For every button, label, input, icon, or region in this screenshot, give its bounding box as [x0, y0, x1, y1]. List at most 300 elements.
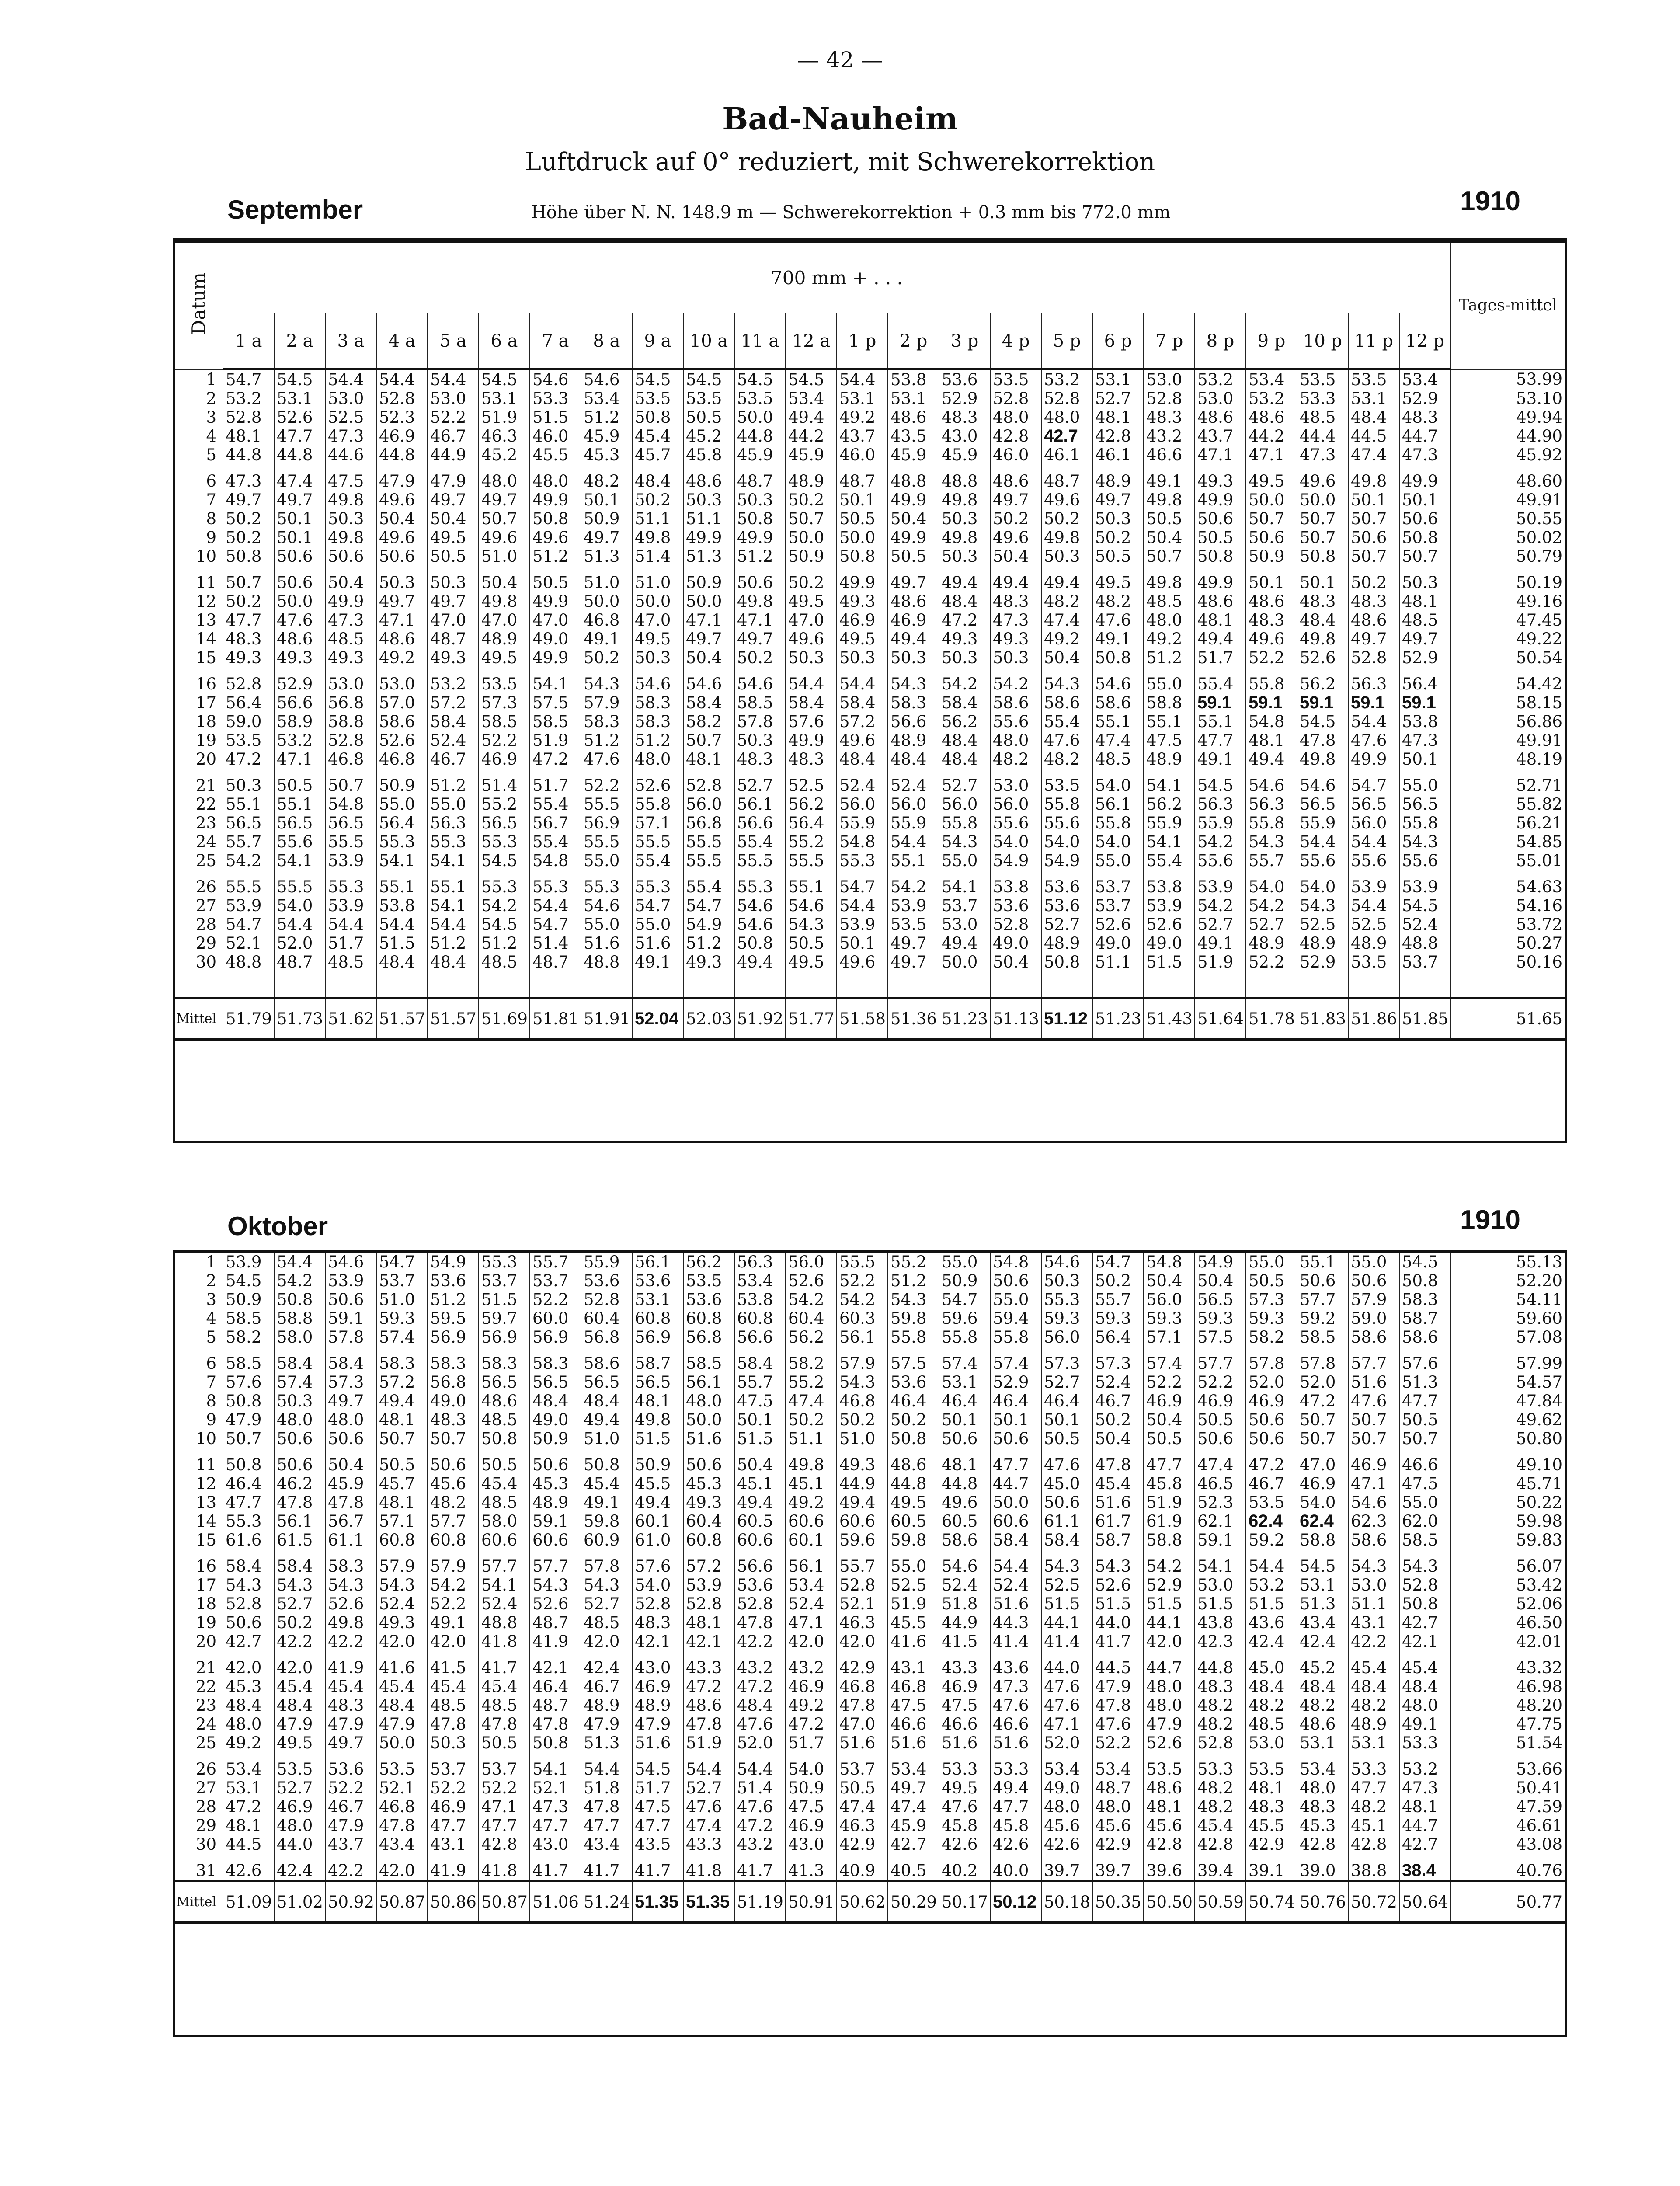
- pressure-value: 59.3: [1195, 1309, 1246, 1328]
- pressure-value: 53.8: [888, 369, 939, 390]
- table-row: [175, 528, 1565, 547]
- mean-label: Mittel: [175, 998, 223, 1040]
- hourly-mean-value: 50.92: [325, 1881, 376, 1923]
- pressure-value: 44.9: [939, 1613, 990, 1632]
- pressure-value: 44.0: [1092, 1613, 1144, 1632]
- day-number: 26: [195, 877, 216, 896]
- pressure-value: 53.5: [683, 389, 734, 408]
- pressure-value: 48.1: [939, 1448, 990, 1474]
- pressure-value: 47.2: [683, 1677, 734, 1696]
- pressure-value: 55.6: [1041, 814, 1092, 832]
- pressure-value: 48.6: [1246, 592, 1297, 611]
- pressure-value: 51.6: [581, 934, 632, 953]
- pressure-value: 50.4: [888, 509, 939, 528]
- pressure-value: 56.0: [888, 795, 939, 814]
- pressure-value: 53.4: [786, 1576, 837, 1594]
- pressure-value: 58.5: [530, 712, 581, 731]
- pressure-value: 52.8: [376, 389, 428, 408]
- pressure-value: 48.8: [223, 953, 274, 971]
- pressure-value: 54.6: [1348, 1493, 1399, 1512]
- day-number: 28: [195, 915, 216, 934]
- pressure-value: 55.4: [1041, 712, 1092, 731]
- pressure-value: 54.2: [428, 1576, 479, 1594]
- table-row: [175, 731, 1565, 750]
- daily-mean-value: 55.13: [1450, 1253, 1565, 1271]
- pressure-value: 42.8: [990, 427, 1041, 446]
- pressure-value: 49.1: [581, 630, 632, 648]
- pressure-value: 48.3: [325, 1696, 376, 1715]
- pressure-value: 55.1: [786, 870, 837, 896]
- pressure-value: 55.3: [479, 1253, 530, 1271]
- pressure-value: 53.6: [683, 1290, 734, 1309]
- pressure-value: 47.0: [1297, 1448, 1348, 1474]
- table-row: [175, 712, 1565, 731]
- pressure-value: 44.5: [1092, 1651, 1144, 1677]
- pressure-value: 54.6: [734, 667, 786, 693]
- pressure-value: 55.6: [1399, 851, 1450, 870]
- pressure-value: 56.4: [1092, 1328, 1144, 1347]
- pressure-value: 52.2: [325, 1779, 376, 1797]
- pressure-value: 49.6: [1246, 630, 1297, 648]
- pressure-value: 54.3: [1399, 832, 1450, 851]
- pressure-value: 45.9: [888, 446, 939, 464]
- table-row: [175, 446, 1565, 464]
- pressure-value: 43.2: [734, 1651, 786, 1677]
- pressure-value: 53.1: [837, 389, 888, 408]
- pressure-value: 45.4: [1092, 1474, 1144, 1493]
- pressure-value: 49.4: [837, 1493, 888, 1512]
- hourly-mean-value: 51.13: [990, 998, 1041, 1040]
- spacer-cell: [1450, 971, 1565, 998]
- pressure-value: 54.5: [223, 1271, 274, 1290]
- pressure-value: 46.8: [376, 1797, 428, 1816]
- pressure-value: 53.6: [939, 369, 990, 390]
- pressure-value: 54.4: [990, 1549, 1041, 1576]
- pressure-value: 49.0: [530, 630, 581, 648]
- pressure-value: 49.8: [939, 528, 990, 547]
- pressure-value: 50.6: [428, 1448, 479, 1474]
- daily-mean-value: 53.42: [1450, 1576, 1565, 1594]
- page-subtitle: Luftdruck auf 0° reduziert, mit Schwerekorrektion: [525, 148, 1155, 176]
- pressure-value: 53.4: [786, 389, 837, 408]
- pressure-value: 50.5: [1092, 547, 1144, 566]
- pressure-value: 54.3: [581, 667, 632, 693]
- daily-mean-value: 49.62: [1450, 1410, 1565, 1429]
- table-row: [175, 953, 1565, 971]
- pressure-value: 47.8: [479, 1715, 530, 1733]
- pressure-value: 46.3: [837, 1613, 888, 1632]
- pressure-value: 48.4: [939, 750, 990, 769]
- pressure-value: 58.6: [1399, 1328, 1450, 1347]
- pressure-value: 47.3: [1399, 446, 1450, 464]
- pressure-value: 58.2: [223, 1328, 274, 1347]
- pressure-value: 52.0: [734, 1733, 786, 1752]
- daily-mean-value: 58.15: [1450, 693, 1565, 712]
- pressure-value: 52.8: [581, 1290, 632, 1309]
- daily-mean-value: 43.32: [1450, 1651, 1565, 1677]
- pressure-value: 54.6: [939, 1549, 990, 1576]
- hour-header: 6 a: [479, 313, 530, 369]
- pressure-value: 54.0: [1041, 832, 1092, 851]
- pressure-value: 55.4: [530, 832, 581, 851]
- pressure-value: 55.2: [479, 795, 530, 814]
- pressure-value: 53.0: [1195, 389, 1246, 408]
- pressure-value: 43.6: [990, 1651, 1041, 1677]
- pressure-value: 53.9: [888, 896, 939, 915]
- daily-mean-value: 54.16: [1450, 896, 1565, 915]
- pressure-value: 52.6: [325, 1594, 376, 1613]
- pressure-value: 49.1: [1195, 750, 1246, 769]
- day-number: 14: [195, 1512, 216, 1531]
- pressure-value: 50.0: [632, 592, 683, 611]
- pressure-value: 47.0: [786, 611, 837, 630]
- pressure-value: 54.0: [1246, 870, 1297, 896]
- daily-mean-value: 45.71: [1450, 1474, 1565, 1493]
- pressure-value: 48.3: [1399, 408, 1450, 427]
- pressure-value: 50.1: [990, 1410, 1041, 1429]
- pressure-value: 57.9: [837, 1347, 888, 1373]
- pressure-value: 47.0: [530, 611, 581, 630]
- pressure-value: 52.5: [888, 1576, 939, 1594]
- pressure-value: 47.7: [223, 611, 274, 630]
- pressure-value: 45.6: [1041, 1816, 1092, 1835]
- pressure-value: 48.6: [274, 630, 325, 648]
- daily-mean-value: 50.27: [1450, 934, 1565, 953]
- pressure-value: 48.5: [428, 1696, 479, 1715]
- pressure-value: 49.8: [1297, 750, 1348, 769]
- pressure-value: 53.0: [1348, 1576, 1399, 1594]
- pressure-value: 49.9: [837, 566, 888, 592]
- pressure-value: 42.4: [1246, 1632, 1297, 1651]
- pressure-value: 59.6: [837, 1531, 888, 1549]
- pressure-value: 49.6: [1041, 491, 1092, 509]
- pressure-value: 48.1: [376, 1493, 428, 1512]
- pressure-value: 48.0: [1297, 1779, 1348, 1797]
- daily-mean-value: 56.86: [1450, 712, 1565, 731]
- table-row: [175, 934, 1565, 953]
- pressure-value: 53.7: [837, 1752, 888, 1779]
- pressure-value: 59.6: [939, 1309, 990, 1328]
- pressure-value: 48.0: [1092, 1797, 1144, 1816]
- pressure-value: 53.9: [325, 896, 376, 915]
- pressure-value: 51.0: [581, 1429, 632, 1448]
- pressure-value: 50.6: [530, 1448, 581, 1474]
- pressure-value: 47.3: [1399, 1779, 1450, 1797]
- hourly-mean-value: 51.35: [632, 1881, 683, 1923]
- pressure-value: 47.9: [274, 1715, 325, 1733]
- pressure-value: 52.7: [683, 1779, 734, 1797]
- pressure-value: 53.9: [837, 915, 888, 934]
- pressure-value: 46.4: [888, 1392, 939, 1410]
- pressure-value: 55.6: [990, 712, 1041, 731]
- pressure-value: 46.9: [274, 1797, 325, 1816]
- pressure-value: 51.4: [530, 934, 581, 953]
- pressure-value: 52.8: [223, 1594, 274, 1613]
- pressure-value: 58.6: [990, 693, 1041, 712]
- pressure-value: 48.8: [581, 953, 632, 971]
- pressure-value: 54.4: [1348, 712, 1399, 731]
- pressure-value: 58.5: [1297, 1328, 1348, 1347]
- pressure-value: 41.6: [888, 1632, 939, 1651]
- spacer-cell: [632, 971, 683, 998]
- pressure-value: 54.4: [581, 1752, 632, 1779]
- pressure-value: 45.2: [683, 427, 734, 446]
- pressure-value: 60.3: [837, 1309, 888, 1328]
- table-row: [175, 1549, 1565, 1576]
- pressure-value: 50.7: [1246, 509, 1297, 528]
- pressure-value: 45.4: [479, 1474, 530, 1493]
- pressure-value: 51.4: [632, 547, 683, 566]
- pressure-value: 49.2: [1144, 630, 1195, 648]
- pressure-value: 48.4: [837, 750, 888, 769]
- pressure-value: 47.8: [837, 1696, 888, 1715]
- pressure-value: 52.9: [939, 389, 990, 408]
- hour-header: 1 p: [837, 313, 888, 369]
- pressure-value: 45.4: [428, 1677, 479, 1696]
- pressure-value: 52.9: [990, 1373, 1041, 1392]
- pressure-value: 46.9: [1297, 1474, 1348, 1493]
- pressure-value: 55.7: [734, 1373, 786, 1392]
- pressure-value: 55.4: [1144, 851, 1195, 870]
- day-number: 5: [206, 446, 216, 464]
- hourly-mean-value: 50.87: [376, 1881, 428, 1923]
- pressure-value: 51.6: [1092, 1493, 1144, 1512]
- hourly-mean-value: 50.18: [1041, 1881, 1092, 1923]
- spacer-cell: [581, 971, 632, 998]
- pressure-value: 43.4: [376, 1835, 428, 1854]
- pressure-value: 42.4: [274, 1854, 325, 1881]
- pressure-value: 47.7: [274, 427, 325, 446]
- pressure-value: 53.1: [479, 389, 530, 408]
- daily-mean-value: 56.07: [1450, 1549, 1565, 1576]
- pressure-value: 58.2: [786, 1347, 837, 1373]
- spacer-cell: [1195, 971, 1246, 998]
- pressure-value: 50.7: [376, 1429, 428, 1448]
- pressure-value: 50.1: [734, 1410, 786, 1429]
- daily-mean-value: 50.80: [1450, 1429, 1565, 1448]
- pressure-value: 53.2: [428, 667, 479, 693]
- pressure-value: 53.5: [990, 369, 1041, 390]
- pressure-value: 50.0: [376, 1733, 428, 1752]
- pressure-value: 50.3: [1041, 547, 1092, 566]
- pressure-value: 42.2: [325, 1854, 376, 1881]
- pressure-value: 45.1: [786, 1474, 837, 1493]
- day-number: 1: [206, 1253, 216, 1271]
- pressure-value: 55.0: [581, 851, 632, 870]
- pressure-value: 53.4: [1297, 1752, 1348, 1779]
- pressure-value: 56.3: [428, 814, 479, 832]
- pressure-value: 55.0: [428, 795, 479, 814]
- hourly-mean-value: 50.72: [1348, 1881, 1399, 1923]
- pressure-value: 54.2: [274, 1271, 325, 1290]
- pressure-value: 52.4: [428, 731, 479, 750]
- pressure-value: 50.8: [1399, 1594, 1450, 1613]
- pressure-value: 55.4: [1195, 667, 1246, 693]
- pressure-value: 54.2: [939, 667, 990, 693]
- pressure-value: 52.2: [1144, 1373, 1195, 1392]
- pressure-value: 50.6: [734, 566, 786, 592]
- pressure-value: 54.1: [530, 667, 581, 693]
- pressure-value: 47.4: [274, 464, 325, 491]
- pressure-value: 43.2: [786, 1651, 837, 1677]
- table-row: [175, 1733, 1565, 1752]
- pressure-value: 58.0: [274, 1328, 325, 1347]
- pressure-value: 49.3: [274, 648, 325, 667]
- pressure-value: 53.7: [1399, 953, 1450, 971]
- pressure-value: 50.6: [223, 1613, 274, 1632]
- day-number: 21: [195, 1658, 216, 1677]
- pressure-value: 48.4: [734, 1696, 786, 1715]
- pressure-value: 49.0: [1092, 934, 1144, 953]
- pressure-value: 50.4: [734, 1448, 786, 1474]
- pressure-value: 39.7: [1041, 1854, 1092, 1881]
- pressure-value: 56.5: [223, 814, 274, 832]
- pressure-value: 56.8: [683, 814, 734, 832]
- pressure-value: 43.5: [632, 1835, 683, 1854]
- pressure-value: 50.9: [939, 1271, 990, 1290]
- pressure-value: 58.3: [581, 712, 632, 731]
- day-number: 17: [195, 693, 216, 712]
- pressure-value: 45.3: [1297, 1816, 1348, 1835]
- pressure-value: 50.4: [376, 509, 428, 528]
- pressure-value: 51.9: [683, 1733, 734, 1752]
- pressure-value: 44.2: [1246, 427, 1297, 446]
- hourly-mean-value: 51.23: [939, 998, 990, 1040]
- daily-mean-value: 59.98: [1450, 1512, 1565, 1531]
- pressure-value: 50.7: [223, 566, 274, 592]
- pressure-value: 49.2: [786, 1493, 837, 1512]
- pressure-value: 57.3: [1092, 1347, 1144, 1373]
- pressure-value: 55.1: [376, 870, 428, 896]
- hour-header: 2 a: [274, 313, 325, 369]
- table-row: [175, 1410, 1565, 1429]
- pressure-value: 59.3: [1246, 1309, 1297, 1328]
- pressure-value: 50.1: [1399, 491, 1450, 509]
- pressure-value: 50.4: [325, 566, 376, 592]
- day-number: 22: [195, 795, 216, 814]
- day-number: 1: [206, 370, 216, 389]
- pressure-value: 47.4: [888, 1797, 939, 1816]
- pressure-value: 54.3: [837, 1373, 888, 1392]
- pressure-value: 50.4: [325, 1448, 376, 1474]
- pressure-value: 50.4: [428, 509, 479, 528]
- pressure-value: 50.3: [1399, 566, 1450, 592]
- pressure-value: 59.0: [223, 712, 274, 731]
- pressure-value: 60.8: [428, 1531, 479, 1549]
- pressure-value: 49.8: [632, 1410, 683, 1429]
- pressure-value: 52.1: [223, 934, 274, 953]
- pressure-value: 49.2: [223, 1733, 274, 1752]
- day-number: 20: [195, 750, 216, 769]
- pressure-value: 62.3: [1348, 1512, 1399, 1531]
- table-row: [175, 667, 1565, 693]
- pressure-value: 56.5: [325, 814, 376, 832]
- pressure-value: 55.6: [1297, 851, 1348, 870]
- pressure-value: 56.3: [1195, 795, 1246, 814]
- pressure-value: 47.9: [376, 464, 428, 491]
- pressure-value: 54.4: [376, 915, 428, 934]
- pressure-value: 51.6: [1348, 1373, 1399, 1392]
- day-number: 11: [195, 573, 216, 592]
- pressure-value: 49.6: [939, 1493, 990, 1512]
- pressure-value: 51.1: [1092, 953, 1144, 971]
- pressure-value: 48.7: [1092, 1779, 1144, 1797]
- pressure-value: 58.3: [325, 1549, 376, 1576]
- pressure-value: 52.8: [837, 1576, 888, 1594]
- pressure-value: 52.8: [1195, 1733, 1246, 1752]
- pressure-value: 61.9: [1144, 1512, 1195, 1531]
- pressure-value: 43.7: [837, 427, 888, 446]
- pressure-value: 49.3: [325, 648, 376, 667]
- pressure-value: 53.1: [1297, 1733, 1348, 1752]
- pressure-value: 48.6: [1348, 611, 1399, 630]
- pressure-value: 40.2: [939, 1854, 990, 1881]
- pressure-value: 52.3: [376, 408, 428, 427]
- pressure-value: 42.4: [581, 1651, 632, 1677]
- pressure-value: 51.9: [479, 408, 530, 427]
- pressure-value: 49.9: [1195, 566, 1246, 592]
- hour-header: 6 p: [1092, 313, 1144, 369]
- hourly-mean-value: 50.12: [990, 1881, 1041, 1923]
- pressure-value: 52.6: [1144, 1733, 1195, 1752]
- pressure-value: 48.0: [1144, 611, 1195, 630]
- pressure-value: 55.0: [1246, 1253, 1297, 1271]
- daily-mean-value: 50.55: [1450, 509, 1565, 528]
- pressure-value: 45.6: [428, 1474, 479, 1493]
- pressure-value: 53.1: [1297, 1576, 1348, 1594]
- pressure-value: 54.7: [223, 915, 274, 934]
- pressure-value: 50.3: [428, 1733, 479, 1752]
- day-number: 2: [206, 389, 216, 408]
- pressure-value: 58.6: [1348, 1328, 1399, 1347]
- pressure-value: 50.7: [1297, 528, 1348, 547]
- pressure-value: 47.9: [1144, 1715, 1195, 1733]
- pressure-value: 56.9: [530, 1328, 581, 1347]
- pressure-value: 55.3: [837, 851, 888, 870]
- pressure-value: 56.8: [325, 693, 376, 712]
- pressure-value: 50.7: [479, 509, 530, 528]
- spacer-cell: [683, 971, 734, 998]
- spacer-cell: [274, 971, 325, 998]
- daily-mean-value: 53.66: [1450, 1752, 1565, 1779]
- pressure-value: 53.5: [223, 731, 274, 750]
- pressure-value: 49.1: [581, 1493, 632, 1512]
- pressure-value: 47.3: [325, 611, 376, 630]
- pressure-value: 52.7: [1246, 915, 1297, 934]
- pressure-value: 51.0: [837, 1429, 888, 1448]
- pressure-value: 56.5: [1195, 1290, 1246, 1309]
- pressure-value: 47.2: [939, 611, 990, 630]
- pressure-value: 51.2: [1144, 648, 1195, 667]
- pressure-value: 60.4: [683, 1512, 734, 1531]
- pressure-value: 47.4: [837, 1797, 888, 1816]
- daily-mean-value: 50.54: [1450, 648, 1565, 667]
- pressure-value: 54.8: [837, 832, 888, 851]
- pressure-value: 47.3: [990, 611, 1041, 630]
- pressure-value: 51.6: [632, 934, 683, 953]
- pressure-value: 55.2: [888, 1253, 939, 1271]
- pressure-value: 42.0: [837, 1632, 888, 1651]
- pressure-value: 53.6: [1041, 870, 1092, 896]
- pressure-value: 54.0: [1092, 769, 1144, 795]
- pressure-value: 50.5: [837, 509, 888, 528]
- pressure-value: 57.6: [223, 1373, 274, 1392]
- pressure-value: 52.0: [274, 934, 325, 953]
- pressure-value: 53.7: [428, 1752, 479, 1779]
- pressure-value: 55.4: [683, 870, 734, 896]
- pressure-value: 57.9: [428, 1549, 479, 1576]
- pressure-value: 41.7: [479, 1651, 530, 1677]
